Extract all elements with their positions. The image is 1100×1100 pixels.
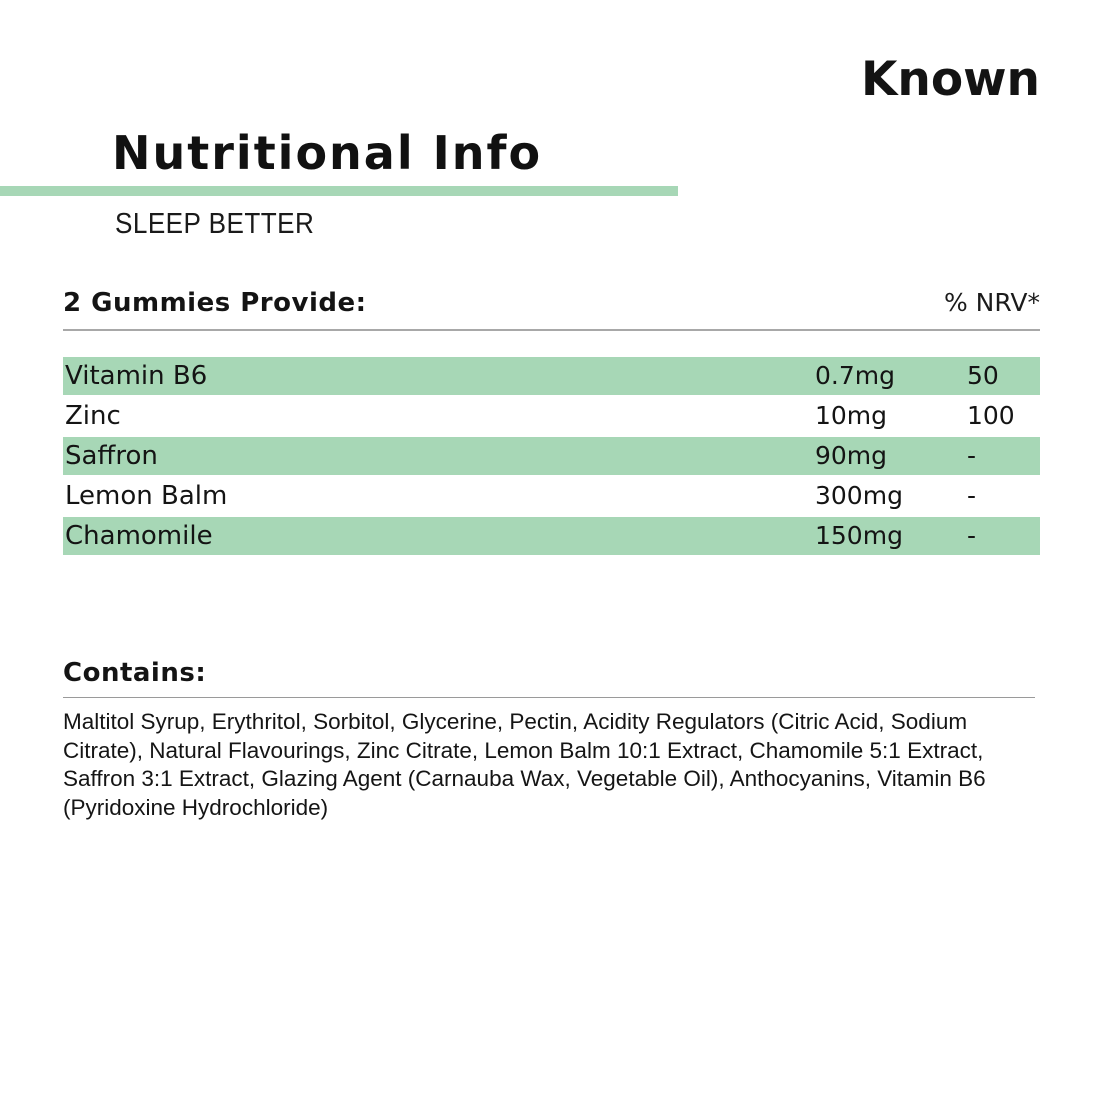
table-row: [63, 437, 1040, 475]
ingredients-text: Maltitol Syrup, Erythritol, Sorbitol, Glycerine, Pectin, Acidity Regulators (Citric Acid, Sodium Citrate), Natural Flavourings, Zinc Citrate, Lemon Balm 10:1 Extract, Chamomile 5:1 Extract, Saffron 3:1 Extract, Glazing Agent (Carnauba Wax, Vegetable Oil), Anthocyanins, Vitamin B6 (Pyridoxine Hydrochloride): [63, 709, 986, 820]
title-underline-bar: [0, 186, 678, 196]
table-row: [63, 397, 1040, 435]
table-row: [63, 517, 1040, 555]
header-divider: [63, 329, 1040, 331]
nutrient-nrv: 100: [967, 401, 1015, 430]
serving-header: 2 Gummies Provide:: [63, 288, 367, 318]
nutrient-nrv: -: [967, 481, 977, 510]
table-row: [63, 477, 1040, 515]
table-header: [63, 288, 1040, 318]
page-title: Nutritional Info: [112, 126, 543, 180]
contains-divider: [63, 697, 1035, 698]
table-row: [63, 357, 1040, 395]
nutrient-amount: 90mg: [815, 441, 888, 470]
nrv-header: % NRV*: [943, 288, 1040, 317]
nutrient-name: Zinc: [65, 401, 121, 431]
nutrient-amount: 150mg: [815, 521, 903, 550]
nutrition-table: [63, 357, 1040, 557]
nutrient-amount: 10mg: [815, 401, 888, 430]
contains-heading: Contains:: [63, 658, 207, 688]
nutrient-nrv: 50: [967, 361, 999, 390]
nutrient-nrv: -: [967, 521, 977, 550]
nutrient-name: Vitamin B6: [65, 361, 208, 391]
nutrient-name: Lemon Balm: [65, 481, 228, 511]
nutrient-amount: 0.7mg: [815, 361, 895, 390]
nutrient-name: Saffron: [65, 441, 158, 471]
nutrient-name: Chamomile: [65, 521, 213, 551]
nutrient-nrv: -: [967, 441, 977, 470]
product-subtitle: SLEEP BETTER: [115, 208, 315, 240]
brand-logo: Known: [860, 52, 1040, 107]
nutrient-amount: 300mg: [815, 481, 903, 510]
